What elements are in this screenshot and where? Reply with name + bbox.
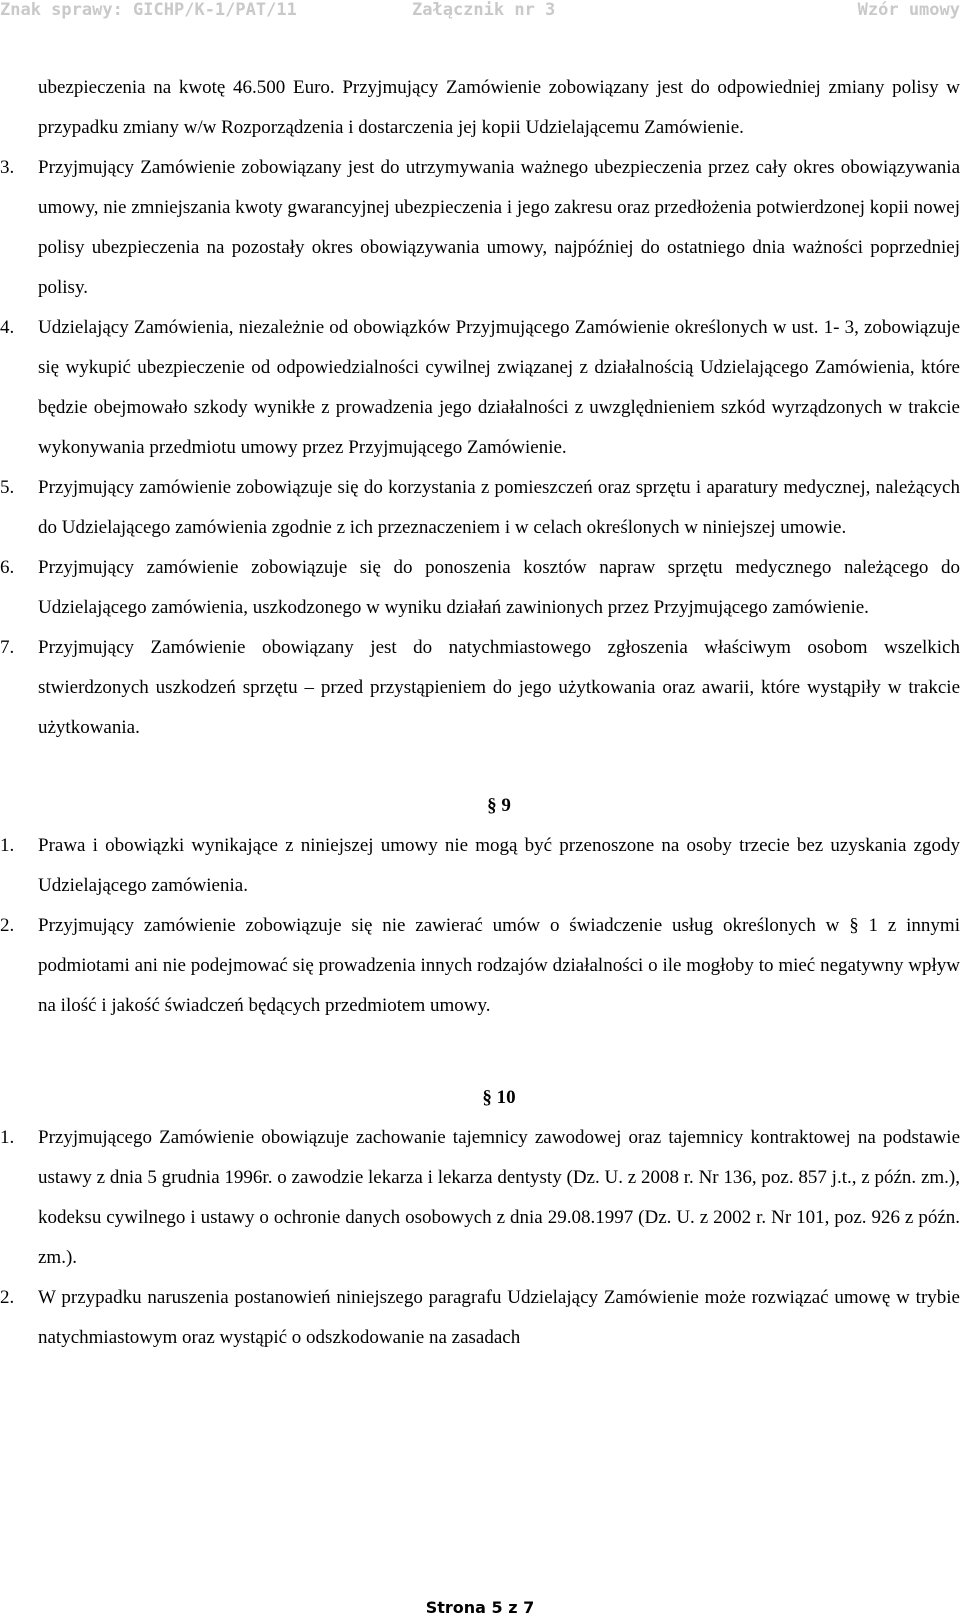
item-text: Przyjmujący zamówienie zobowiązuje się do korzystania z pomieszczeń oraz sprzętu i aparatury medycznej, należących do Udzielającego zamówienia zgodnie z ich przeznaczeniem i w celach określonych w niniejszej umowie. [38, 477, 960, 538]
item-text: Przyjmujący zamówienie zobowiązuje się do ponoszenia kosztów napraw sprzętu medycznego należącego do Udzielającego zamówienia, uszkodzonego w wyniku działań zawinionych przez Przyjmującego zamówienie. [38, 557, 960, 618]
page-footer [0, 1598, 960, 1617]
item-number: 1. [0, 1127, 15, 1148]
list-item [0, 1278, 960, 1358]
case-number: Znak sprawy: GICHP/K-1/PAT/11 [0, 0, 297, 20]
item-number: 6. [0, 557, 15, 578]
attachment-label: Załącznik nr 3 [412, 0, 556, 20]
item-text: Prawa i obowiązki wynikające z niniejszej umowy nie mogą być przenoszone na osoby trzecie bez uzyskania zgody Udzielającego zamówienia. [38, 835, 960, 896]
section-title-10: § 10 [482, 1087, 516, 1108]
list-item [0, 468, 960, 548]
item-text: Przyjmujący zamówienie zobowiązuje się nie zawierać umów o świadczenie usług określonych w § 1 z innymi podmiotami ani nie podejmować się prowadzenia innych rodzajów działalności o ile mogłoby to mieć negatywny wpływ na ilość i jakość świadczeń będących przedmiotem umowy. [38, 915, 960, 1016]
list-item [0, 826, 960, 906]
item-number: 2. [0, 915, 15, 936]
intro-paragraph: ubezpieczenia na kwotę 46.500 Euro. Przyjmujący Zamówienie zobowiązany jest do odpowiedniej zmiany polisy w przypadku zmiany w/w Rozporządzenia i dostarczenia jej kopii Udzielającemu Zamówienie. [38, 77, 960, 138]
item-number: 2. [0, 1287, 15, 1308]
item-text: Przyjmującego Zamówienie obowiązuje zachowanie tajemnicy zawodowej oraz tajemnicy kontraktowej na podstawie ustawy z dnia 5 grudnia 1996r. o zawodzie lekarza i lekarza dentysty (Dz. U. z 2008 r. Nr 136, poz. 857 j.t., z późn. zm.), kodeksu cywilnego i ustawy o ochronie danych osobowych z dnia 29.08.1997 (Dz. U. z 2002 r. Nr 101, poz. 926 z późn. zm.). [38, 1127, 960, 1268]
list-item [0, 628, 960, 748]
page-number: Strona 5 z 7 [425, 1598, 535, 1617]
list-item [0, 148, 960, 308]
document-type: Wzór umowy [857, 0, 960, 20]
document-body [0, 68, 960, 1358]
item-text: Przyjmujący Zamówienie obowiązany jest do natychmiastowego zgłoszenia właściwym osobom wszelkich stwierdzonych uszkodzeń sprzętu – przed przystąpieniem do jego użytkowania oraz awarii, które wystąpiły w trakcie użytkowania. [38, 637, 960, 738]
item-number: 4. [0, 317, 15, 338]
section-title-9: § 9 [487, 795, 511, 816]
item-text: W przypadku naruszenia postanowień niniejszego paragrafu Udzielający Zamówienie może rozwiązać umowę w trybie natychmiastowym oraz wystąpić o odszkodowanie na zasadach [38, 1287, 960, 1348]
item-text: Przyjmujący Zamówienie zobowiązany jest do utrzymywania ważnego ubezpieczenia przez cały okres obowiązywania umowy, nie zmniejszania kwoty gwarancyjnej ubezpieczenia i jego zakresu oraz przedłożenia potwierdzonej kopii nowej polisy ubezpieczenia na pozostały okres obowiązywania umowy, najpóźniej do ostatniego dnia ważności poprzedniej polisy. [38, 157, 960, 298]
item-number: 1. [0, 835, 15, 856]
item-number: 7. [0, 637, 15, 658]
list-item [0, 308, 960, 468]
item-number: 3. [0, 157, 15, 178]
item-text: Udzielający Zamówienia, niezależnie od obowiązków Przyjmującego Zamówienie określonych w ust. 1- 3, zobowiązuje się wykupić ubezpieczenie od odpowiedzialności cywilnej związanej z działalnością Udzielającego Zamówienia, które będzie obejmowało szkody wynikłe z prowadzenia jego działalności z uwzględnieniem szkód wyrządzonych w trakcie wykonywania przedmiotu umowy przez Przyjmującego Zamówienie. [38, 317, 960, 458]
list-item [0, 1118, 960, 1278]
page-header [0, 0, 960, 26]
list-item [0, 906, 960, 1026]
list-item [0, 548, 960, 628]
item-number: 5. [0, 477, 15, 498]
